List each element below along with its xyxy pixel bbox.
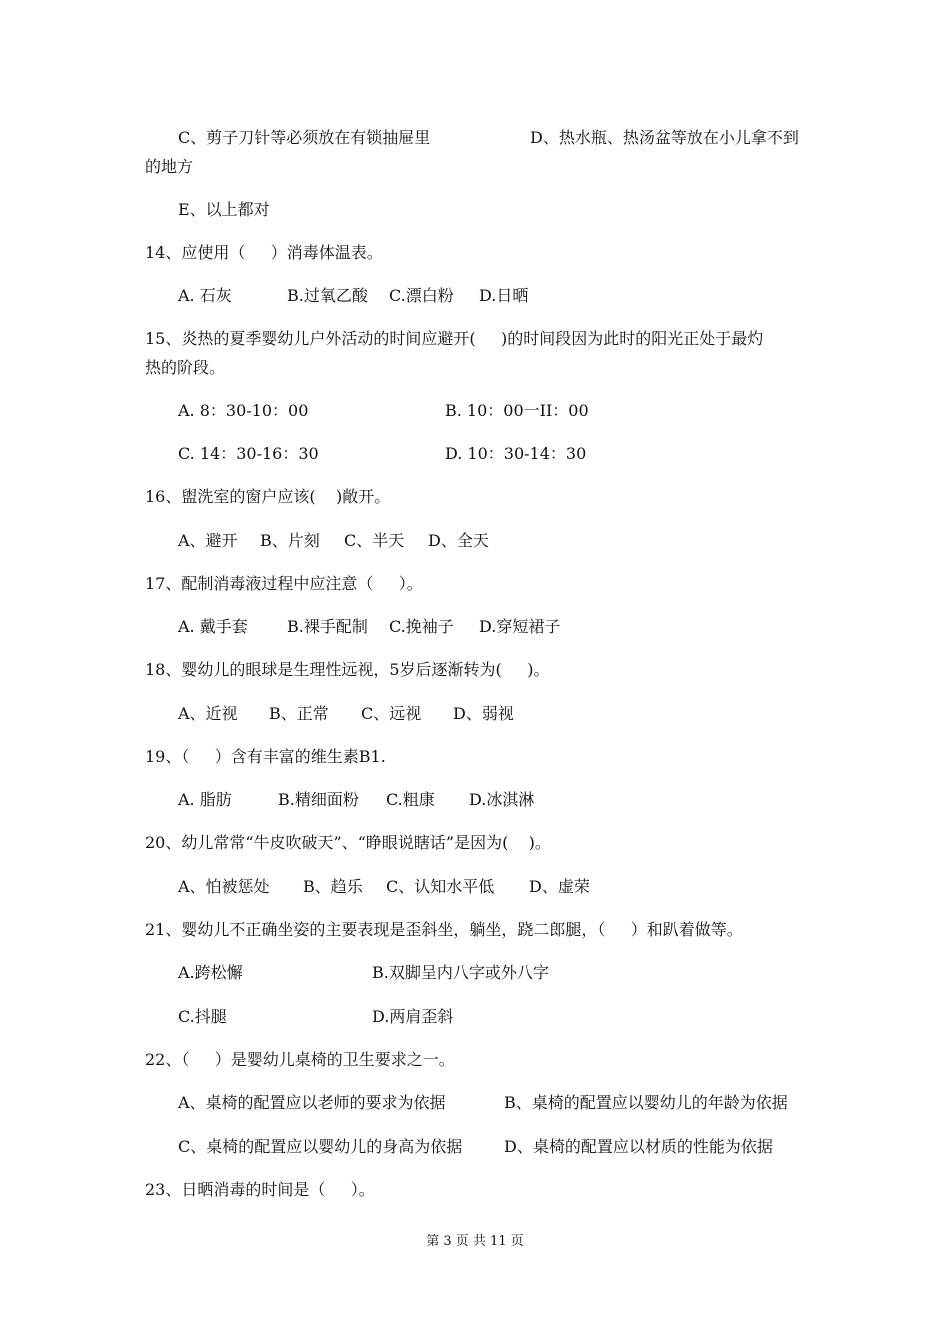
text-line: A. 石灰 bbox=[178, 286, 232, 305]
text-line: 22、（ ）是婴幼儿桌椅的卫生要求之一。 bbox=[145, 1050, 455, 1069]
text-line: B、片刻 bbox=[260, 531, 320, 550]
text-line: D.日晒 bbox=[479, 286, 529, 305]
text-line: A.跨松懈 bbox=[178, 963, 243, 982]
text-line: C. 14：30-16：30 bbox=[178, 444, 319, 463]
text-line: 的地方 bbox=[145, 157, 194, 176]
text-line: B、趋乐 bbox=[303, 877, 363, 896]
text-line: D. 10：30-14：30 bbox=[445, 444, 587, 463]
text-line: 热的阶段。 bbox=[145, 358, 226, 377]
text-line: 17、配制消毒液过程中应注意（ ）。 bbox=[145, 574, 423, 593]
text-line: C、半天 bbox=[344, 531, 405, 550]
text-line: E、以上都对 bbox=[178, 200, 270, 219]
text-line: B、正常 bbox=[269, 704, 329, 723]
text-line: D.两肩歪斜 bbox=[372, 1007, 454, 1026]
text-line: C、认知水平低 bbox=[386, 877, 495, 896]
text-line: B.裸手配制 bbox=[287, 617, 368, 636]
text-line: D、虚荣 bbox=[529, 877, 590, 896]
text-line: D、热水瓶、热汤盆等放在小儿拿不到 bbox=[530, 128, 799, 147]
text-line: C、剪子刀针等必须放在有锁抽屉里 bbox=[178, 128, 431, 147]
text-line: D、全天 bbox=[428, 531, 489, 550]
text-line: 14、应使用（ ）消毒体温表。 bbox=[145, 243, 383, 262]
text-line: A. 戴手套 bbox=[178, 617, 248, 636]
text-line: D.穿短裙子 bbox=[479, 617, 561, 636]
text-line: C.漂白粉 bbox=[389, 286, 454, 305]
text-line: 15、炎热的夏季婴幼儿户外活动的时间应避开( )的时间段因为此时的阳光正处于最灼 bbox=[145, 329, 764, 348]
text-line: C、远视 bbox=[361, 704, 422, 723]
text-line: C、桌椅的配置应以婴幼儿的身高为依据 bbox=[178, 1137, 463, 1156]
text-line: 18、婴幼儿的眼球是生理性远视，5岁后逐渐转为( )。 bbox=[145, 660, 550, 679]
text-line: C.粗康 bbox=[386, 790, 435, 809]
text-line: C.挽袖子 bbox=[389, 617, 454, 636]
text-line: D、弱视 bbox=[453, 704, 514, 723]
text-line: D、桌椅的配置应以材质的性能为依据 bbox=[504, 1137, 773, 1156]
text-line: 20、幼儿常常“牛皮吹破天”、“睁眼说瞎话”是因为( )。 bbox=[145, 833, 551, 852]
text-line: A、避开 bbox=[178, 531, 238, 550]
text-line: B.精细面粉 bbox=[278, 790, 359, 809]
text-line: A、桌椅的配置应以老师的要求为依据 bbox=[178, 1093, 446, 1112]
text-line: 23、日晒消毒的时间是（ ）。 bbox=[145, 1180, 375, 1199]
text-line: 21、婴幼儿不正确坐姿的主要表现是歪斜坐，躺坐，跷二郎腿，（ ）和趴着做等。 bbox=[145, 920, 743, 939]
text-line: B、桌椅的配置应以婴幼儿的年龄为依据 bbox=[504, 1093, 788, 1112]
text-line: A、怕被惩处 bbox=[178, 877, 270, 896]
text-line: 19、（ ）含有丰富的维生素B1. bbox=[145, 747, 386, 766]
text-line: D.冰淇淋 bbox=[469, 790, 535, 809]
page-footer: 第 3 页 共 11 页 bbox=[426, 1234, 524, 1249]
text-line: C.抖腿 bbox=[178, 1007, 227, 1026]
text-line: B.双脚呈内八字或外八字 bbox=[372, 963, 549, 982]
text-line: B.过氧乙酸 bbox=[287, 286, 368, 305]
text-line: A. 8：30-10：00 bbox=[178, 401, 309, 420]
text-line: A. 脂肪 bbox=[178, 790, 232, 809]
text-line: B. 10：00一II：00 bbox=[445, 401, 589, 420]
text-line: A、近视 bbox=[178, 704, 238, 723]
text-line: 16、盥洗室的窗户应该( )敞开。 bbox=[145, 487, 391, 506]
